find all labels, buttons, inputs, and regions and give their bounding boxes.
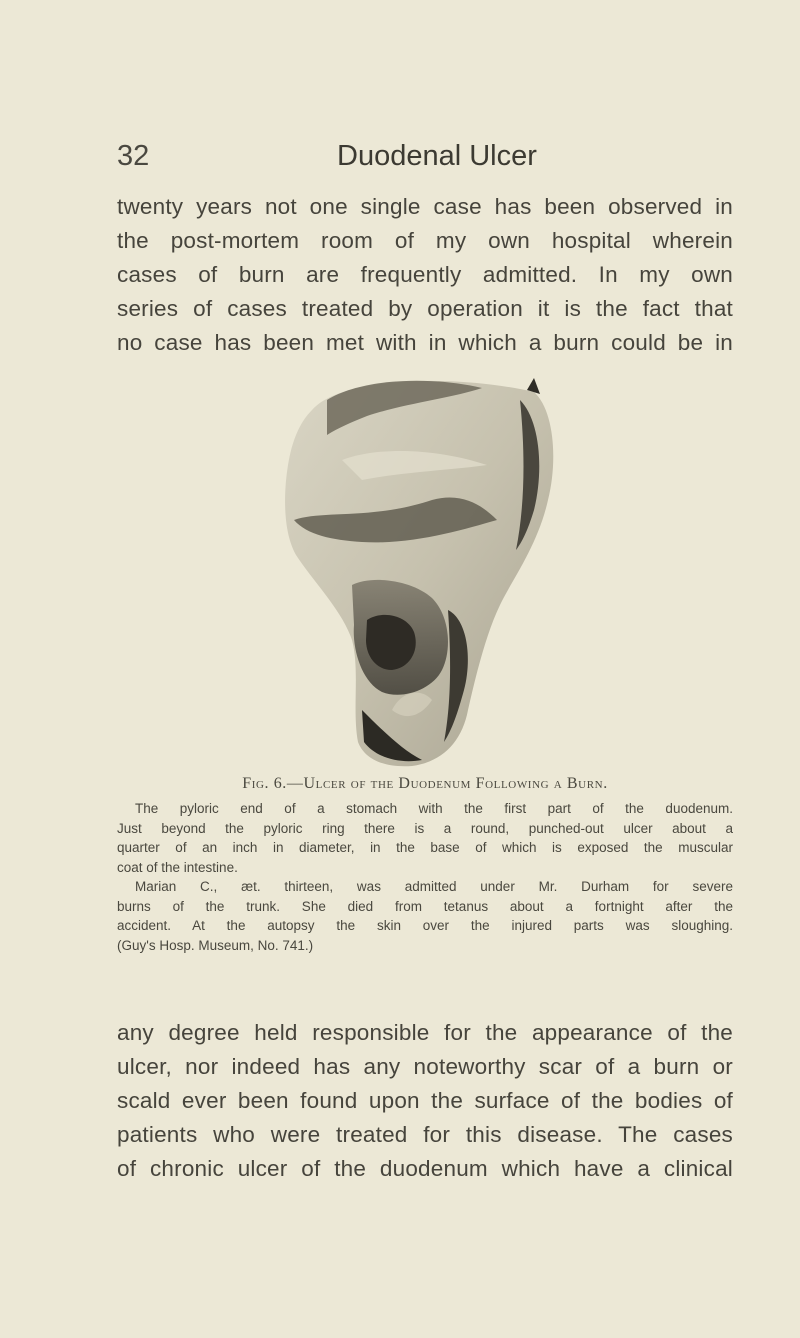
text-line: of chronic ulcer of the duodenum which have a clinical [117,1156,733,1181]
figure-caption [117,775,733,955]
caption-line: quarter of an inch in diameter, in the base of which is exposed the muscular [117,840,733,855]
caption-line: burns of the trunk. She died from tetanus about a fortnight after the [117,898,733,914]
page-number: 32 [117,140,150,172]
text-line: series of cases treated by operation it is the fact that [117,296,733,321]
caption-line: Just beyond the pyloric ring there is a round, punched-out ulcer about a [117,820,733,836]
specimen-illustration [272,370,572,775]
running-head [117,140,677,180]
caption-title: Fig. 6.—Ulcer of the Duodenum Following a Burn. [242,775,608,792]
running-title: Duodenal Ulcer [337,140,537,172]
caption-body [117,799,733,955]
text-line: patients who were treated for this disease. The cases [117,1122,733,1147]
caption-line: The pyloric end of a stomach with the first part of the duodenum. [135,801,733,816]
caption-line: Marian C., æt. thirteen, was admitted under Mr. Durham for severe [135,879,733,894]
caption-line: accident. At the autopsy the skin over the injured parts was sloughing. [117,918,733,933]
text-line: the post-mortem room of my own hospital wherein [117,228,733,253]
text-line: twenty years not one single case has been observed in [117,194,733,219]
body-text-bottom [117,1016,733,1186]
text-line: ulcer, nor indeed has any noteworthy scar of a burn or [117,1054,733,1079]
caption-line: (Guy's Hosp. Museum, No. 741.) [117,937,314,953]
text-line: any degree held responsible for the appearance of the [117,1020,733,1045]
body-text-top [117,190,733,360]
caption-line: coat of the intestine. [117,859,238,875]
text-line: no case has been met with in which a burn could be in [117,330,733,355]
text-line: scald ever been found upon the surface of the bodies of [117,1088,733,1113]
text-line: cases of burn are frequently admitted. In my own [117,262,733,287]
